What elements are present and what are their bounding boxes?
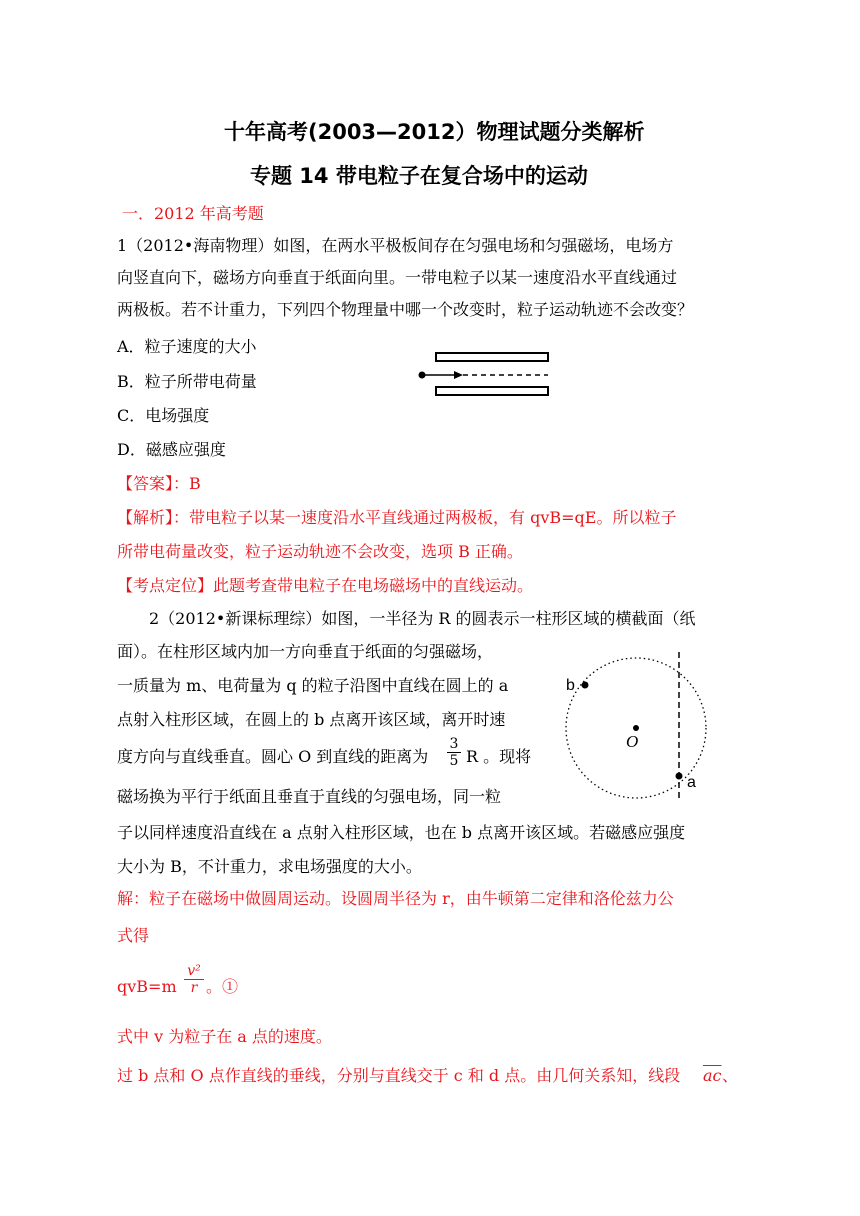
- fig-label-b: b: [566, 677, 575, 694]
- q2-fraction-denominator: 5: [449, 753, 459, 769]
- q2-line-5-tail: R 。现将: [466, 747, 532, 766]
- q1-option-b: B．粒子所带电荷量: [117, 372, 257, 391]
- parallel-plates-figure: [410, 350, 555, 400]
- equation-1-numerator: v²: [187, 963, 201, 979]
- solution-line-3: 式中 v 为粒子在 a 点的速度。: [117, 1027, 332, 1046]
- q1-analysis-line-1: 【解析】：带电粒子以某一速度沿水平直线通过两极板，有 qvB=qE。所以粒子: [117, 508, 677, 527]
- q1-option-c: C．电场强度: [117, 406, 210, 425]
- equation-1-tail: 。①: [206, 977, 239, 996]
- q1-knowledge-point: 【考点定位】此题考查带电粒子在电场磁场中的直线运动。: [117, 576, 534, 595]
- q2-fraction: [447, 736, 461, 769]
- q1-option-d: D．磁感应强度: [117, 440, 226, 459]
- equation-1-lhs: qvB=m: [117, 977, 177, 996]
- section-heading: 一．2012 年高考题: [122, 204, 264, 223]
- fig-label-a: a: [687, 774, 696, 791]
- equation-1-fraction: [184, 963, 204, 996]
- q1-line-1: 1（2012•海南物理）如图，在两水平极板间存在匀强电场和匀强磁场，电场方: [117, 236, 674, 255]
- circle-region-figure: [560, 650, 730, 800]
- segment-ac: $\overline{ac}$: [703, 1066, 722, 1085]
- q2-line-2: 面）。在柱形区域内加一方向垂直于纸面的匀强磁场，: [117, 642, 494, 661]
- page-title: 十年高考(2003—2012）物理试题分类解析: [224, 120, 645, 144]
- q2-line-3: 一质量为 m、电荷量为 q 的粒子沿图中直线在圆上的 a: [117, 676, 509, 695]
- q2-line-1: 2（2012•新课标理综）如图，一半径为 R 的圆表示一柱形区域的横截面（纸: [149, 609, 696, 628]
- q1-line-3: 两极板。若不计重力，下列四个物理量中哪一个改变时，粒子运动轨迹不会改变？: [117, 300, 694, 319]
- q2-line-4: 点射入柱形区域，在圆上的 b 点离开该区域，离开时速: [117, 710, 506, 729]
- q1-line-2: 向竖直向下，磁场方向垂直于纸面向里。一带电粒子以某一速度沿水平直线通过: [117, 268, 678, 287]
- q1-answer: 【答案】：B: [117, 474, 201, 493]
- solution-line-1: 解：粒子在磁场中做圆周运动。设圆周半径为 r，由牛顿第二定律和洛伦兹力公: [117, 889, 674, 908]
- q1-option-a: A．粒子速度的大小: [117, 337, 257, 356]
- q2-line-7: 子以同样速度沿直线在 a 点射入柱形区域，也在 b 点离开该区域。若磁感应强度: [117, 823, 686, 842]
- q1-analysis-line-2: 所带电荷量改变，粒子运动轨迹不会改变，选项 B 正确。: [117, 542, 523, 561]
- q2-line-5-text: 度方向与直线垂直。圆心 O 到直线的距离为: [117, 747, 429, 766]
- equation-1-denominator: r: [190, 980, 198, 996]
- q2-fraction-numerator: 3: [449, 736, 459, 752]
- solution-line-2: 式得: [117, 926, 150, 945]
- q2-line-8: 大小为 B，不计重力，求电场强度的大小。: [117, 857, 422, 876]
- q2-line-5: [117, 747, 428, 767]
- solution-line-4: 过 b 点和 O 点作直线的垂线，分别与直线交于 c 和 d 点。由几何关系知，线段: [117, 1066, 681, 1085]
- solution-line-4-tail: 、: [722, 1066, 739, 1085]
- q2-line-6: 磁场换为平行于纸面且垂直于直线的匀强电场，同一粒: [117, 787, 502, 806]
- fig-label-o: O: [626, 732, 639, 751]
- page-subtitle: 专题 14 带电粒子在复合场中的运动: [250, 164, 588, 188]
